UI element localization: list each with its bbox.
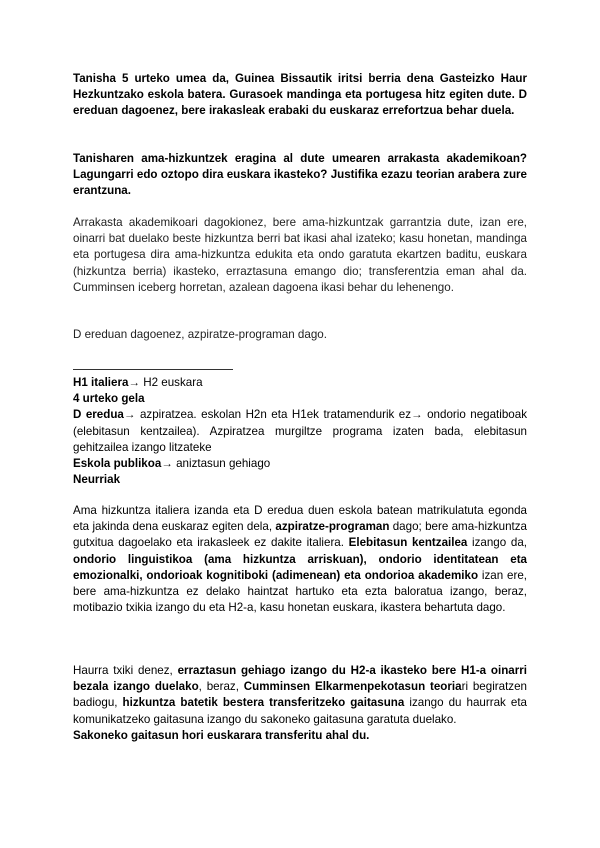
p3-bold-1: azpiratze-programan: [275, 520, 390, 534]
p3-bold-3: ondorio linguistikoa (ama hizkuntza arriskuan), ondorio identitatean eta emozionalki, ondorioak kognitiboki (adimenean) eta ondorioa akademiko: [73, 552, 527, 582]
answer-paragraph-1: Arrakasta akademikoari dagokionez, bere ama-hizkuntzak garrantzia dute, izan ere, oinarri bat duelako beste hizkuntza berri bat ikasi ahal izateko; kasu honetan, mandinga eta portugesa dira ama-hizkuntza edukita eta ondo garatuta ekartzen baditu, euskara (hizkuntza berria) ikasteko, erraztasuna emango dio; transferentzia eman ahal da. Cumminsen iceberg horretan, azalean dagoena ikasi behar du lehenengo.: [73, 216, 527, 294]
p4-final-sentence: Sakoneko gaitasun hori euskarara transferitu ahal du.: [73, 728, 370, 742]
p3-text-2: dago; bere ama-hizkuntza gutxitua dagoelako eta irakasleek ez dakite italiera.: [73, 520, 527, 550]
note-school: [73, 456, 527, 472]
note-school-rest: → aniztasun gehiago: [161, 457, 271, 471]
paragraph-4: [73, 663, 527, 744]
note-model-rest: → azpiratzea. eskolan H2n eta H1ek tratamendurik ez→ ondorio negatiboak (elebitasun kentzailea). Azpiratzea murgiltze programa izaten bada, elebitasun gehitzailea izango litzateke: [73, 408, 527, 454]
note-h1-label: H1 italiera: [73, 376, 129, 389]
p4-text-1: Haurra txiki denez,: [73, 664, 178, 677]
p4-text-4: izango du haurrak eta komunikatzeko gaitasuna izango du sakoneko gaitasuna garatuta duelako.: [73, 696, 528, 726]
note-school-label: Eskola publikoa: [73, 457, 162, 471]
note-h1: [73, 375, 527, 391]
p3-text-4: izan ere, bere ama-hizkuntza ez delako haintzat hartuko eta ezta baloratua izango, beraz, motibazio txikia izango du eta H2-a, kasu honetan euskara, ikastera behartuta dago.: [73, 568, 527, 615]
note-measures: Neurriak: [73, 473, 121, 487]
p4-bold-3: hizkuntza batetik bestera transferitzeko gaitasuna: [122, 696, 405, 710]
note-grade: 4 urteko gela: [73, 392, 145, 406]
p3-bold-2: Elebitasun kentzailea: [348, 536, 468, 550]
note-model: [73, 407, 527, 456]
note-model-label: D eredua: [73, 408, 124, 422]
paragraph-3: [73, 503, 527, 616]
p4-text-2: , beraz,: [198, 680, 244, 694]
question-paragraph: Tanisharen ama-hizkuntzek eragina al dute umearen arrakasta akademikoan? Lagungarri edo oztopo dira euskara ikasteko? Justifika ezazu teorian arabera zure erantzuna.: [73, 152, 527, 198]
p4-bold-2: Cumminsen Elkarmenpekotasun teoria: [243, 680, 462, 694]
p3-text-1: Ama hizkuntza italiera izanda eta D eredua duen eskola batean matrikulatuta egonda eta jakinda dena euskaraz egiten dela,: [73, 504, 527, 534]
p3-text-3: izango da,: [467, 536, 527, 550]
p4-bold-1: erraztasun gehiago izango du H2-a ikasteko bere H1-a oinarri bezala izango duelako: [73, 664, 527, 694]
note-h1-rest: → H2 euskara: [128, 376, 203, 389]
answer-paragraph-2: D ereduan dagoenez, azpiratze-programan dago.: [73, 328, 327, 341]
notes-block: [73, 375, 527, 488]
separator-line: [73, 369, 233, 370]
p4-text-3: ri begiratzen badiogu,: [73, 680, 527, 710]
intro-paragraph: Tanisha 5 urteko umea da, Guinea Bissautik iritsi berria dena Gasteizko Haur Hezkuntzako eskola batera. Gurasoek mandinga eta portugesa hitz egiten dute. D ereduan dagoenez, bere irakasleak erabaki du euskaraz errefortzua behar duela.: [73, 72, 527, 118]
